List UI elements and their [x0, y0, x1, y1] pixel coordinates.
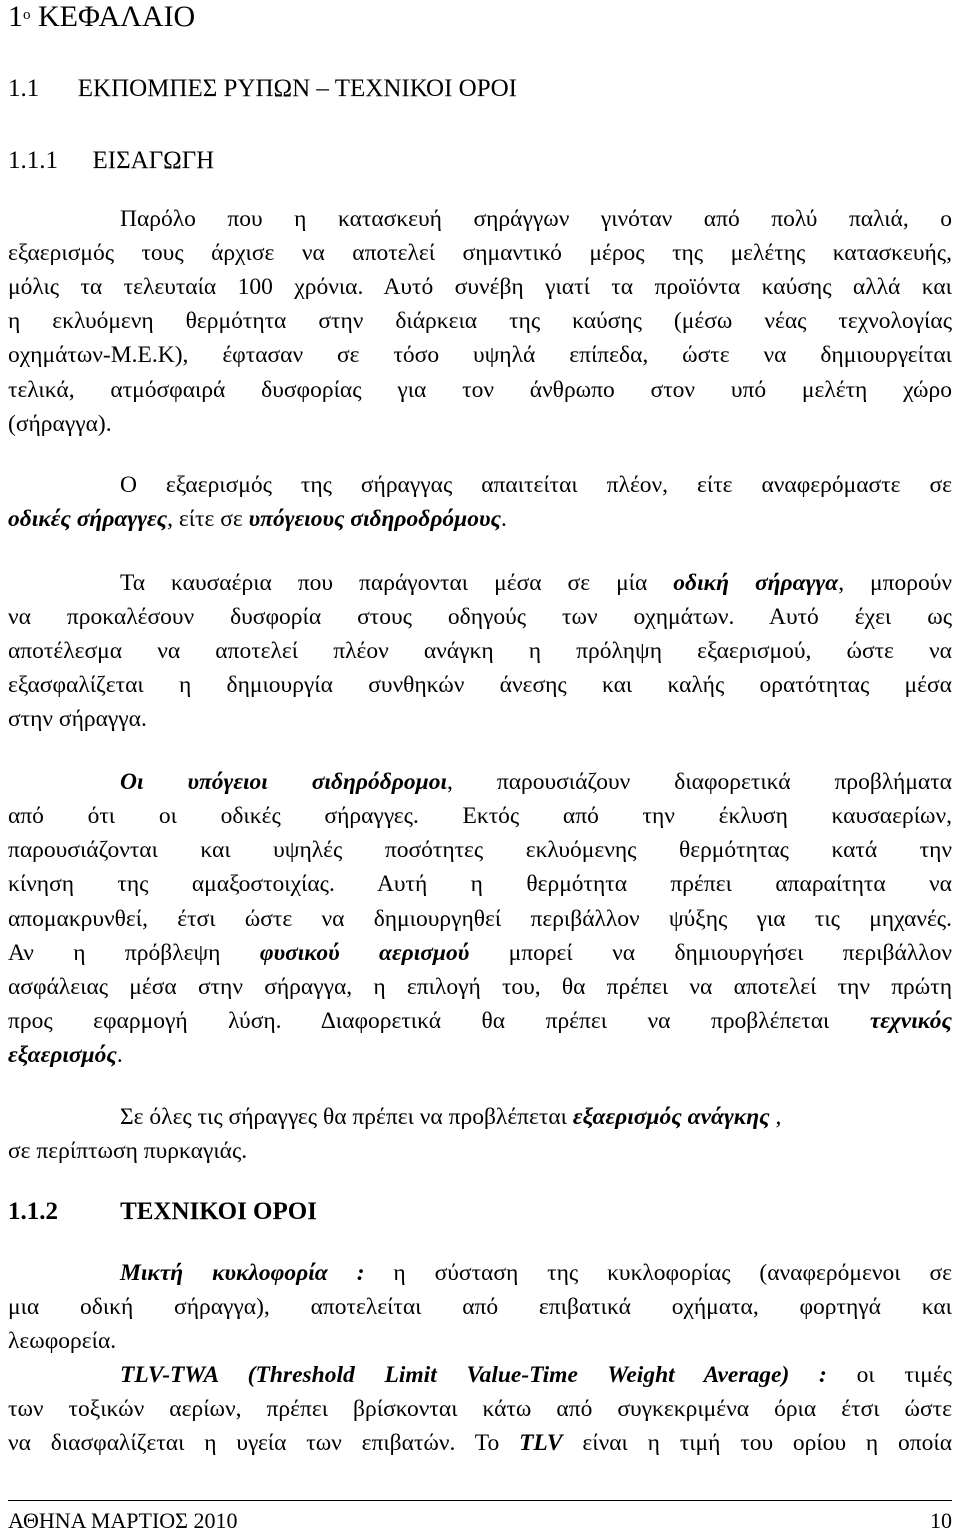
p4-line: ασφάλειας μέσα στην σήραγγα, η επιλογή του, θα πρέπει να αποτελεί την πρώτη [8, 974, 952, 1000]
p4-line: Αν η πρόβλεψη φυσικού αερισμού μπορεί να δημιουργήσει περιβάλλον [8, 940, 952, 966]
p1-line: μόλις τα τελευταία 100 χρόνια. Αυτό συνέβη γιατί τα προϊόντα καύσης αλλά και [8, 274, 952, 300]
emphasis-ventilation: εξαερισμός [8, 1042, 117, 1068]
chapter-superscript: ο [23, 7, 31, 23]
section-heading [8, 72, 952, 106]
p2-line: Ο εξαερισμός της σήραγγας απαιτείται πλέον, είτε αναφερόμαστε σε [120, 472, 952, 498]
p2-line: οδικές σήραγγες, είτε σε υπόγειους σιδηροδρόμους. [8, 506, 507, 532]
footer-location-date: ΑΘΗΝΑ ΜΑΡΤΙΟΣ 2010 [8, 1508, 238, 1533]
chapter-heading [8, 0, 952, 34]
emphasis-subways: υπόγειους σιδηροδρόμους [248, 506, 501, 532]
emphasis-natural-ventilation: φυσικού αερισμού [259, 940, 470, 966]
subsection-heading-2 [8, 1195, 952, 1229]
footer-rule [8, 1500, 952, 1501]
p1-line: η εκλυόμενη θερμότητα στην διάρκεια της καύσης (μέσω νέας τεχνολογίας [8, 308, 952, 334]
p5-line: σε περίπτωση πυρκαγιάς. [8, 1138, 248, 1164]
def1-line: μια οδική σήραγγα), αποτελείται από επιβατικά οχήματα, φορτηγά και [8, 1294, 952, 1320]
def2-line: TLV-TWA (Threshold Limit Value-Time Weight Average) : οι τιμές [120, 1362, 952, 1388]
emphasis-subways-title: Οι υπόγειοι σιδηρόδρομοι [120, 769, 447, 795]
chapter-number: 1 [8, 0, 23, 33]
subsection-title: ΤΕΧΝΙΚΟΙ ΟΡΟΙ [120, 1198, 317, 1225]
def2-line: των τοξικών αερίων, πρέπει βρίσκονται κάτω από συγκεκριμένα όρια έτσι ώστε [8, 1396, 952, 1422]
subsection-heading-1 [8, 144, 952, 178]
emphasis-road-tunnels: οδικές σήραγγες [8, 506, 168, 532]
p3-line: εξασφαλίζεται η δημιουργία συνθηκών άνεσης και καλής ορατότητας μέσα [8, 672, 952, 698]
p1-line: εξαερισμός τους άρχισε να αποτελεί σημαντικό μέρος της μελέτης κατασκευής, [8, 240, 952, 266]
chapter-title: ΚΕΦΑΛΑΙΟ [38, 0, 196, 33]
p4-line: εξαερισμός. [8, 1042, 123, 1068]
term-tlv: TLV [519, 1430, 563, 1456]
p5-line: Σε όλες τις σήραγγες θα πρέπει να προβλέπεται εξαερισμός ανάγκης , [120, 1104, 782, 1130]
p1-line: τελικά, ατμόσφαιρά δυσφορίας για τον άνθρωπο στον υπό μελέτη χώρο [8, 377, 952, 403]
p4-line: προς εφαρμογή λύση. Διαφορετικά θα πρέπει να προβλέπεται τεχνικός [8, 1008, 952, 1034]
p1-line: Παρόλο που η κατασκευή σηράγγων γινόταν από πολύ παλιά, ο [120, 206, 952, 232]
emphasis-road-tunnel: οδική σήραγγα [673, 570, 839, 596]
section-title: ΕΚΠΟΜΠΕΣ ΡΥΠΩΝ – ΤΕΧΝΙΚΟΙ ΟΡΟΙ [77, 75, 518, 102]
p4-line: παρουσιάζονται και υψηλές ποσότητες εκλυόμενης θερμότητας κατά την [8, 837, 952, 863]
p4-line: απομακρυνθεί, έτσι ώστε να δημιουργηθεί περιβάλλον ψύξης για τις μηχανές. [8, 906, 952, 932]
section-number: 1.1 [8, 75, 40, 102]
def1-line: Μικτή κυκλοφορία : η σύσταση της κυκλοφορίας (αναφερόμενοι σε [120, 1260, 952, 1286]
p4-line: κίνηση της αμαξοστοιχίας. Αυτή η θερμότητα πρέπει απαραίτητα να [8, 871, 952, 897]
p3-line: να προκαλέσουν δυσφορία στους οδηγούς των οχημάτων. Αυτό έχει ως [8, 604, 952, 630]
p4-line: Οι υπόγειοι σιδηρόδρομοι, παρουσιάζουν διαφορετικά προβλήματα [120, 769, 952, 795]
def1-line: λεωφορεία. [8, 1328, 117, 1354]
term-tlv-twa: TLV-TWA (Threshold Limit Value-Time Weight Average) : [120, 1362, 827, 1388]
p1-line: οχημάτων-Μ.Ε.Κ), έφτασαν σε τόσο υψηλά επίπεδα, ώστε να δημιουργείται [8, 342, 952, 368]
term-mixed-traffic: Μικτή κυκλοφορία : [120, 1260, 365, 1286]
subsection-title: ΕΙΣΑΓΩΓΗ [92, 147, 215, 174]
subsection-number: 1.1.1 [8, 147, 58, 174]
page-number: 10 [930, 1508, 952, 1533]
subsection-number: 1.1.2 [8, 1198, 58, 1225]
p1-line: (σήραγγα). [8, 411, 112, 437]
p4-line: από ότι οι οδικές σήραγγες. Εκτός από την έκλυση καυσαερίων, [8, 803, 952, 829]
def2-line: να διασφαλίζεται η υγεία των επιβατών. Το TLV είναι η τιμή του ορίου η οποία [8, 1430, 953, 1456]
emphasis-technical: τεχνικός [869, 1008, 952, 1034]
p3-line: στην σήραγγα. [8, 706, 147, 732]
p3-line: αποτέλεσμα να αποτελεί πλέον ανάγκη η πρόληψη εξαερισμού, ώστε να [8, 638, 952, 664]
emphasis-emergency-ventilation: εξαερισμός ανάγκης [572, 1104, 770, 1130]
p3-line: Τα καυσαέρια που παράγονται μέσα σε μία οδική σήραγγα, μπορούν [120, 570, 953, 596]
